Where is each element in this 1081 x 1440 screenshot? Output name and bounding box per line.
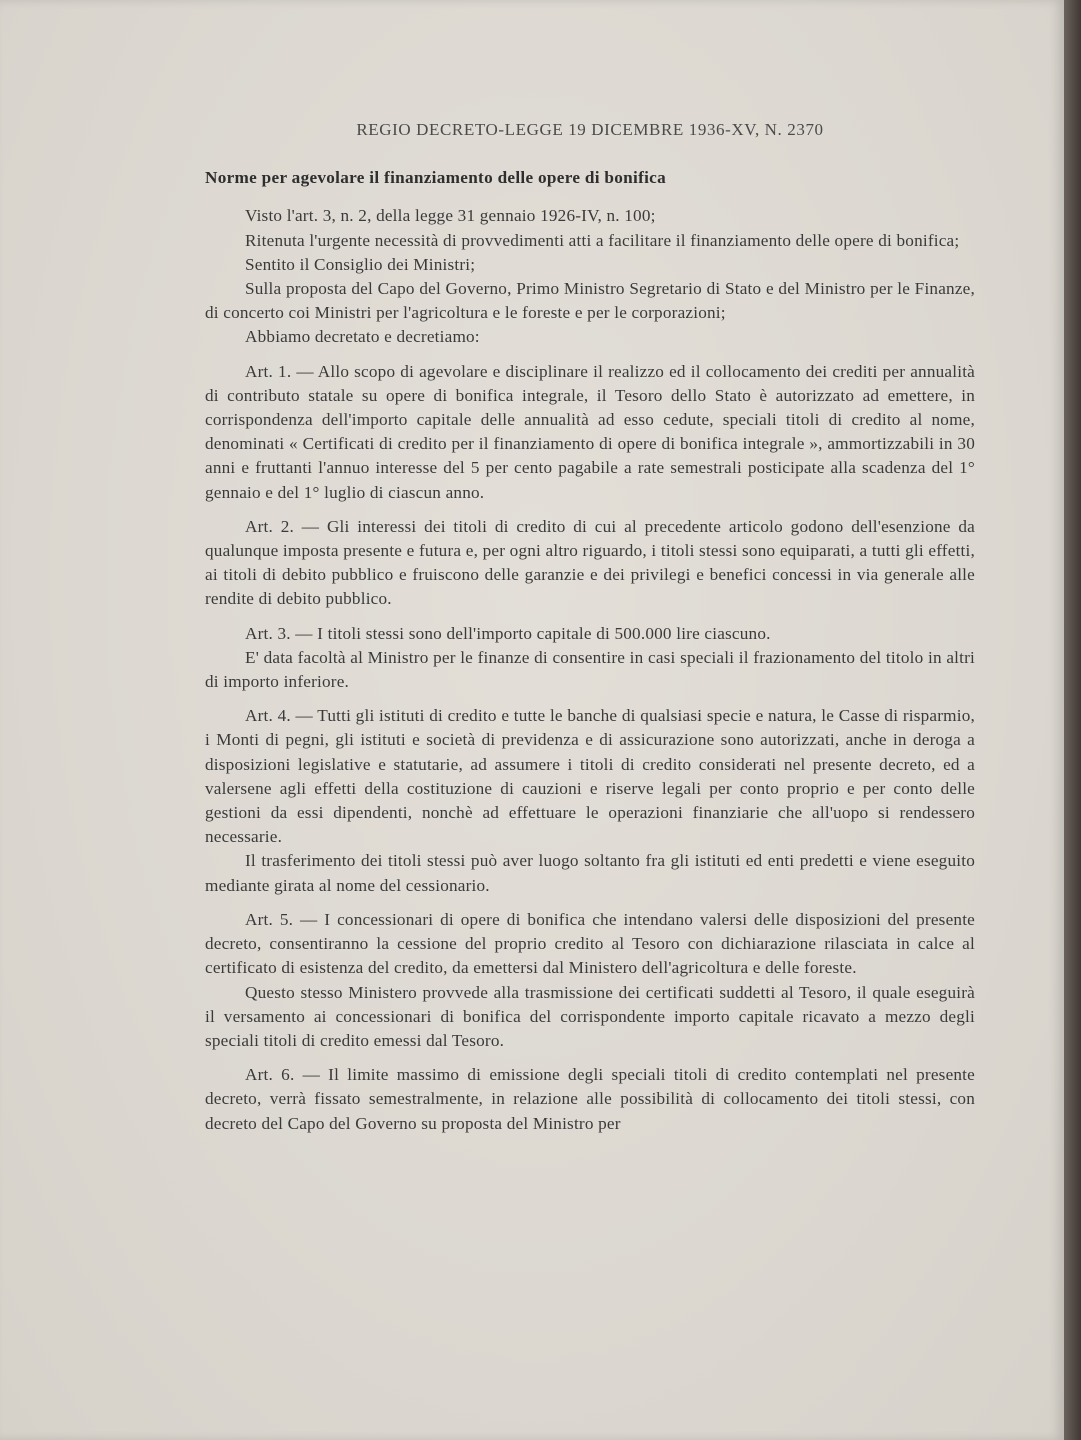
document-body (205, 118, 975, 1136)
preamble-paragraph: Sentito il Consiglio dei Ministri; (245, 254, 476, 274)
preamble-paragraph: Ritenuta l'urgente necessità di provvedimenti atti a facilitare il finanziamento delle opere di bonifica; (245, 230, 960, 250)
article-5-paragraph: Art. 5. — I concessionari di opere di bonifica che intendano valersi delle disposizioni del presente decreto, consentiranno la cessione del proprio credito al Tesoro con dichiarazione rilasciata in calce al certificato di esistenza del credito, da emettersi dal Ministero dell'agricoltura e delle foreste. (205, 909, 975, 978)
book-spine-edge (1064, 0, 1081, 1440)
article-3-paragraph: Art. 3. — I titoli stessi sono dell'importo capitale di 500.000 lire ciascuno. (245, 623, 771, 643)
article-3-paragraph: E' data facoltà al Ministro per le finanze di consentire in casi speciali il frazionamento del titolo in altri di importo inferiore. (205, 647, 975, 692)
preamble-paragraph: Visto l'art. 3, n. 2, della legge 31 gennaio 1926-IV, n. 100; (245, 206, 656, 226)
article-4-paragraph: Art. 4. — Tutti gli istituti di credito e tutte le banche di qualsiasi specie e natura, le Casse di risparmio, i Monti di pegni, gli istituti e società di previdenza e di assicurazione sono autorizzati, anche in deroga a disposizioni legislative e statutarie, ad assumere i titoli di credito considerati nel presente decreto, ed a valersene agli effetti della costituzione di cauzioni e riserve legali per conto proprio e per conto delle gestioni da essi dipendenti, nonchè ad effettuare le operazioni finanziarie che all'uopo si rendessero necessarie. (205, 706, 975, 847)
preamble-paragraph: Sulla proposta del Capo del Governo, Primo Ministro Segretario di Stato e del Ministro per le Finanze, di concerto coi Ministri per l'agricoltura e le foreste e per le corporazioni; (205, 279, 975, 323)
article-4-paragraph: Il trasferimento dei titoli stessi può aver luogo soltanto fra gli istituti ed enti predetti e viene eseguito mediante girata al nome del cessionario. (205, 851, 975, 895)
article-5-paragraph: Questo stesso Ministero provvede alla trasmissione dei certificati suddetti al Tesoro, il quale eseguirà il versamento ai concessionari di bonifica del corrispondente importo capitale ricavato a mezzo degli speciali titoli di credito emessi dal Tesoro. (205, 982, 975, 1050)
article-6-paragraph: Art. 6. — Il limite massimo di emissione degli speciali titoli di credito contemplati nel presente decreto, verrà fissato semestralmente, in relazione alle possibilità di collocamento dei titoli stessi, con decreto del Capo del Governo su proposta del Ministro per (205, 1065, 975, 1133)
decree-heading: REGIO DECRETO-LEGGE 19 DICEMBRE 1936-XV, N. 2370 (356, 120, 824, 139)
article-1-paragraph: Art. 1. — Allo scopo di agevolare e disciplinare il realizzo ed il collocamento dei crediti per annualità di contributo statale su opere di bonifica integrale, il Tesoro dello Stato è autorizzato ad emettere, in corrispondenza dell'importo capitale delle annualità ad esso cedute, speciali titoli di credito al nome, denominati « Certificati di credito per il finanziamento di opere di bonifica integrale », ammortizzabili in 30 anni e fruttanti l'annuo interesse del 5 per cento pagabile a rate semestrali posticipate alla scadenza del 1° gennaio e del 1° luglio di ciascun anno. (205, 361, 975, 502)
decree-subtitle: Norme per agevolare il finanziamento delle opere di bonifica (205, 168, 666, 188)
preamble-paragraph: Abbiamo decretato e decretiamo: (245, 327, 480, 347)
article-2-paragraph: Art. 2. — Gli interessi dei titoli di credito di cui al precedente articolo godono dell'esenzione da qualunque imposta presente e futura e, per ogni altro riguardo, i titoli stessi sono equiparati, a tutti gli effetti, ai titoli di debito pubblico e fruiscono delle garanzie e dei privilegi e benefici concessi in via generale alle rendite di debito pubblico. (205, 516, 975, 609)
